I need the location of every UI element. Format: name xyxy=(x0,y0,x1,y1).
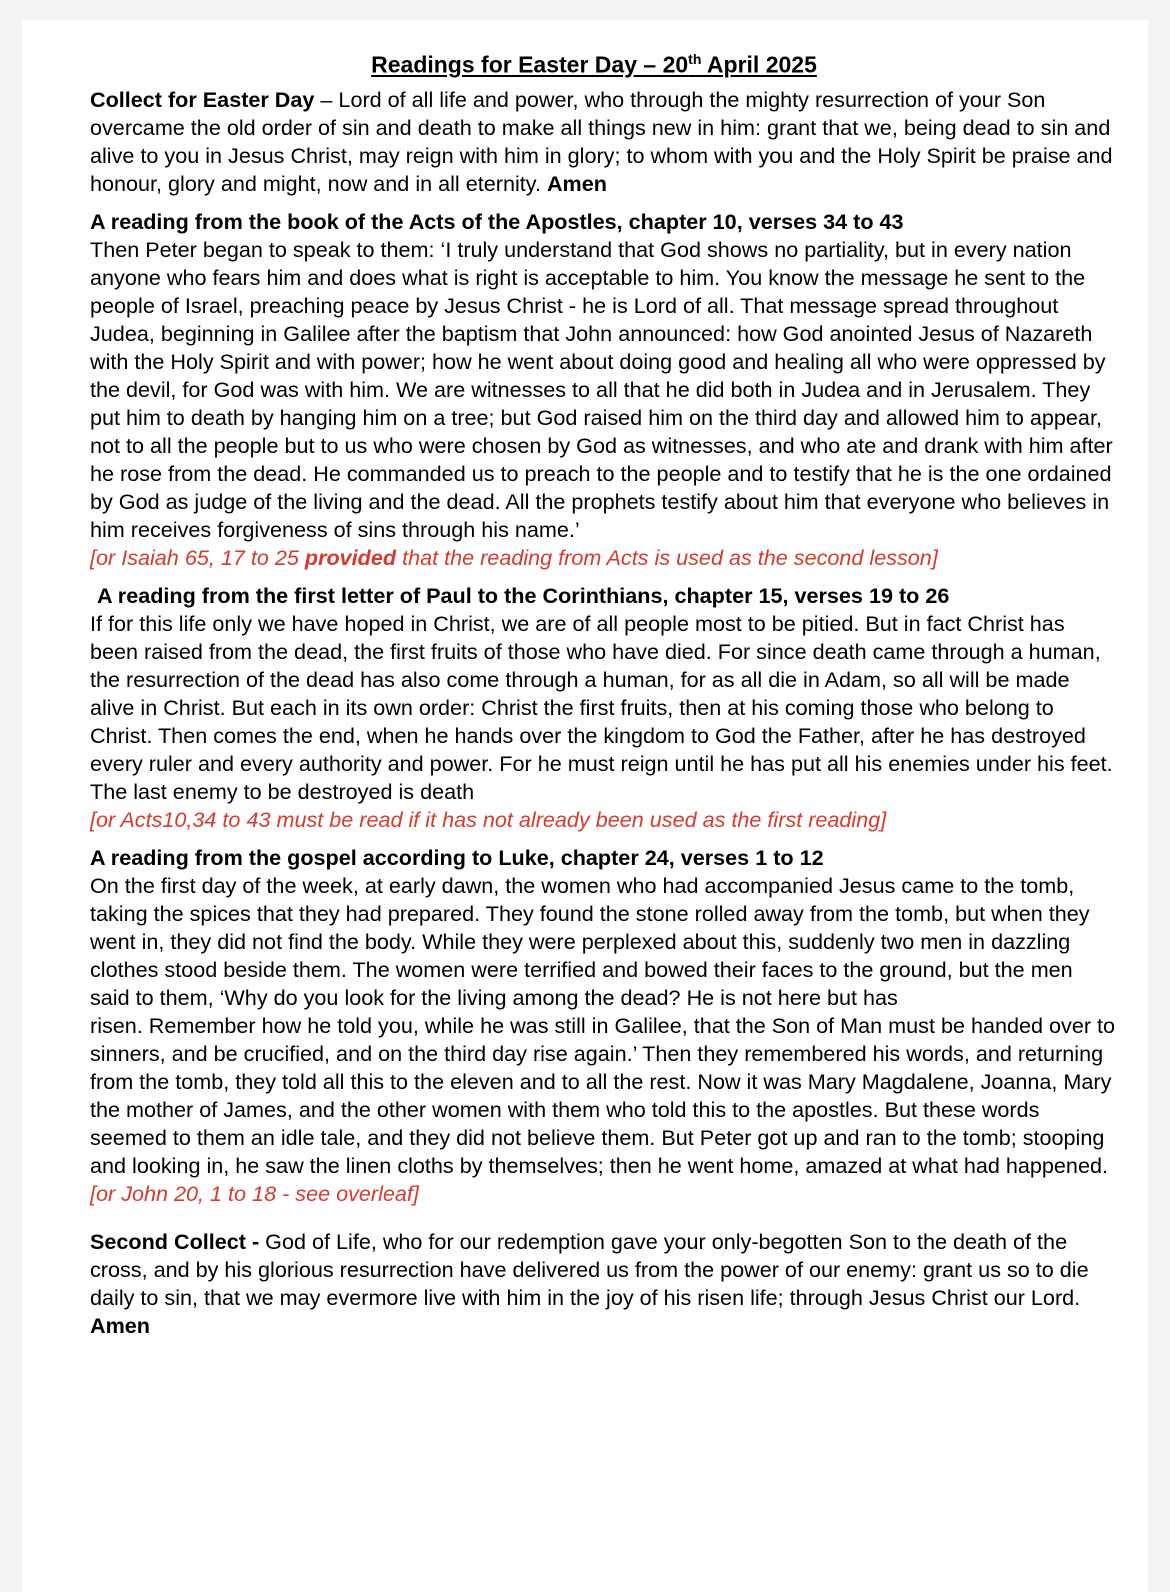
document-page xyxy=(22,20,1148,1592)
page-title xyxy=(90,44,1118,80)
title-main-text: Readings for Easter Day – 20 xyxy=(371,51,689,78)
luke-gospel-heading: A reading from the gospel according to Luke, chapter 24, verses 1 to 12 xyxy=(90,844,824,870)
title-date-text: April 2025 xyxy=(701,51,817,78)
luke-gospel-text-part-2: risen. Remember how he told you, while he was still in Galilee, that the Son of Man must be handed over to sinners, and be crucified, and on the third day rise again.’ Then they remembered his words, and returning from the tomb, they told all this to the eleven and to all the rest. Now it was Mary Magdalene, Joanna, Mary the mother of James, and the other women with them who told this to the apostles. But these words seemed to them an idle tale, and they did not believe them. But Peter got up and ran to the tomb; stooping and looking in, he saw the linen cloths by themselves; then he went home, amazed at what had happened. xyxy=(90,1012,1116,1178)
corinthians-reading-section xyxy=(90,582,1118,834)
acts-reading-heading: A reading from the book of the Acts of the Apostles, chapter 10, verses 34 to 43 xyxy=(90,208,904,234)
second-collect-section xyxy=(90,1228,1118,1340)
luke-gospel-text-part-1: On the first day of the week, at early dawn, the women who had accompanied Jesus came to the tomb, taking the spices that they had prepared. They found the stone rolled away from the tomb, but when they went in, they did not find the body. While they were perplexed about this, suddenly two men in dazzling clothes stood beside them. The women were terrified and bowed their faces to the ground, but the men said to them, ‘Why do you look for the living among the dead? He is not here but has xyxy=(90,872,1090,1010)
collect-label: Collect for Easter Day xyxy=(90,86,315,112)
corinthians-reading-heading: A reading from the first letter of Paul to the Corinthians, chapter 15, verses 19 to 26 xyxy=(97,582,950,608)
acts-note-emphasis: provided xyxy=(304,544,397,570)
collect-paragraph xyxy=(90,86,1118,198)
corinthians-reading-text: If for this life only we have hoped in Christ, we are of all people most to be pitied. But in fact Christ has been raised from the dead, the first fruits of those who have died. For since death came through a human, the resurrection of the dead has also come through a human, for as all die in Adam, so all will be made alive in Christ. But each in its own order: Christ the first fruits, then at his coming those who belong to Christ. Then comes the end, when he hands over the kingdom to God the Father, after he has destroyed every ruler and every authority and power. For he must reign until he has put all his enemies under his feet. The last enemy to be destroyed is death xyxy=(90,610,1113,804)
acts-alternative-note xyxy=(90,544,1118,572)
acts-note-start: [or Isaiah 65, 17 to 25 xyxy=(90,544,305,570)
luke-gospel-section xyxy=(90,844,1118,1208)
acts-reading-text: Then Peter began to speak to them: ‘I truly understand that God shows no partiality, but in every nation anyone who fears him and does what is right is acceptable to him. You know the message he sent to the people of Israel, preaching peace by Jesus Christ - he is Lord of all. That message spread throughout Judea, beginning in Galilee after the baptism that John announced: how God anointed Jesus of Nazareth with the Holy Spirit and with power; how he went about doing good and healing all who were oppressed by the devil, for God was with him. We are witnesses to all that he did both in Judea and in Jerusalem. They put him to death by hanging him on a tree; but God raised him on the third day and allowed him to appear, not to all the people but to us who were chosen by God as witnesses, and who ate and drank with him after he rose from the dead. He commanded us to preach to the people and to testify that he is the one ordained by God as judge of the living and the dead. All the prophets testify about him that everyone who believes in him receives forgiveness of sins through his name.’ xyxy=(90,236,1113,542)
acts-reading-section xyxy=(90,208,1118,572)
collect-amen: Amen xyxy=(546,170,607,196)
second-collect-text: God of Life, who for our redemption gave your only-begotten Son to the death of the cross, and by his glorious resurrection have delivered us from the power of our enemy: grant us so to die daily to sin, that we may evermore live with him in the joy of his risen life; through Jesus Christ our Lord. xyxy=(90,1228,1089,1310)
second-collect-amen: Amen xyxy=(90,1312,150,1338)
title-superscript: th xyxy=(688,51,702,67)
collect-section xyxy=(90,86,1118,198)
corinthians-alternative-note: [or Acts10,34 to 43 must be read if it has not already been used as the first reading] xyxy=(90,806,887,832)
second-collect-paragraph xyxy=(90,1228,1118,1340)
second-collect-label: Second Collect - xyxy=(90,1228,260,1254)
collect-text: – Lord of all life and power, who through the mighty resurrection of your Son overcame the old order of sin and death to make all things new in him: grant that we, being dead to sin and alive to you in Jesus Christ, may reign with him in glory; to whom with you and the Holy Spirit be praise and honour, glory and might, now and in all eternity. xyxy=(90,86,1113,196)
acts-note-end: that the reading from Acts is used as the second lesson] xyxy=(396,544,938,570)
luke-alternative-note: [or John 20, 1 to 18 - see overleaf] xyxy=(90,1180,419,1206)
